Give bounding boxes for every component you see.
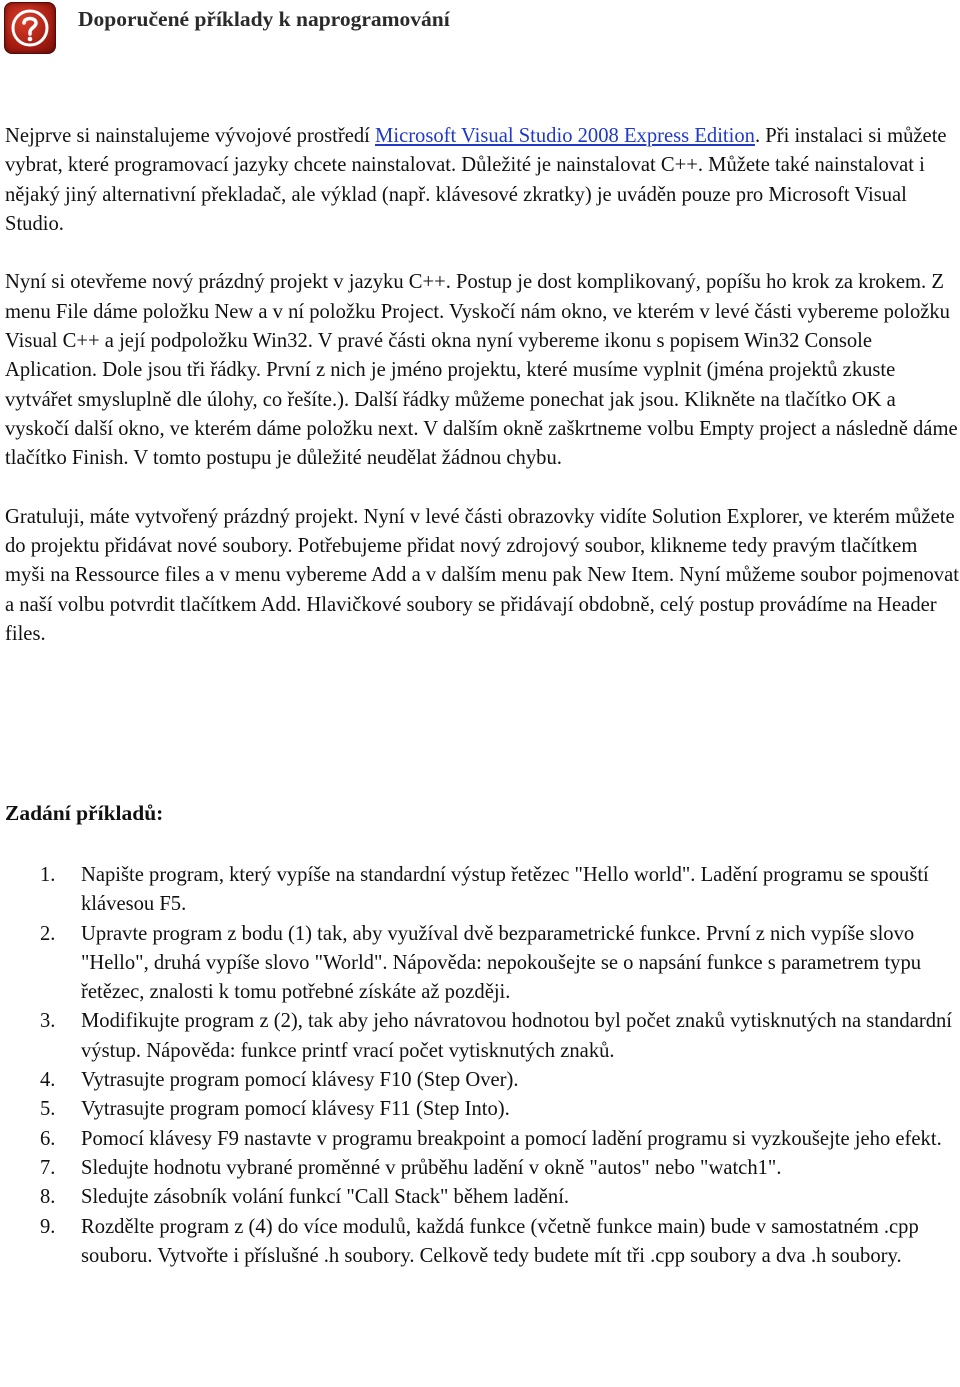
page-header	[4, 2, 450, 56]
list-item: 2. Upravte program z bodu (1) tak, aby využíval dvě bezparametrické funkce. První z nich vypíše slovo "Hello", druhá vypíše slovo "World". Nápověda: nepokoušejte se o napsání funkce s parametrem typu řetězec, znalosti k tomu potřebné získáte až později.	[40, 922, 922, 1004]
tasks-heading: Zadání příkladů:	[5, 801, 164, 825]
list-item: 1. Napište program, který vypíše na standardní výstup řetězec "Hello world". Ladění programu se spouští klávesou F5.	[40, 864, 929, 916]
list-item: 4. Vytrasujte program pomocí klávesy F10 (Step Over).	[40, 1069, 519, 1092]
intro-paragraph-add-files: Gratuluji, máte vytvořený prázdný projekt. Nyní v levé části obrazovky vidíte Solution Explorer, ve kterém můžete do projektu přidávat nové soubory. Potřebujeme přidat nový zdrojový soubor, klikneme tedy pravým tlačítkem myši na Ressource files a v menu vybereme Add a v dalším menu pak New Item. Nyní můžeme soubor pojmenovat a naší volbu potvrdit tlačítkem Add. Hlavičkové soubory se přidávají obdobně, celý postup provádíme na Header files.	[5, 505, 959, 646]
intro-section	[5, 122, 960, 679]
list-item: 5. Vytrasujte program pomocí klávesy F11 (Step Into).	[40, 1098, 510, 1121]
list-item: 7. Sledujte hodnotu vybrané proměnné v průběhu ladění v okně "autos" nebo "watch1".	[40, 1156, 782, 1179]
intro-paragraph-install: Nejprve si nainstalujeme vývojové prostředí Microsoft Visual Studio 2008 Express Edition. Při instalaci si můžete vybrat, které programovací jazyky chcete nainstalovat. Důležité je nainstalovat C++. Můžete také nainstalovat i nějaký jiný alternativní překladač, ale výklad (např. klávesové zkratky) je uváděn pouze pro Microsoft Visual Studio.	[5, 125, 947, 235]
visual-studio-link[interactable]: Microsoft Visual Studio 2008 Express Edition	[375, 125, 755, 147]
list-item: 8. Sledujte zásobník volání funkcí "Call Stack" během ladění.	[40, 1186, 570, 1209]
list-item: 3. Modifikujte program z (2), tak aby jeho návratovou hodnotou byl počet znaků vytisknutých na standardní výstup. Nápověda: funkce printf vrací počet vytisknutých znaků.	[40, 1010, 953, 1062]
intro-paragraph-new-project: Nyní si otevřeme nový prázdný projekt v jazyku C++. Postup je dost komplikovaný, popíšu ho krok za krokem. Z menu File dáme položku New a v ní položku Project. Vyskočí nám okno, ve kterém v levé části vybereme položku Visual C++ a její podpoložku Win32. V pravé části okna nyní vybereme ikonu s popisem Win32 Console Aplication. Dole jsou tři řádky. První z nich je jméno projektu, které musíme vyplnit (jména projektů zkuste vytvářet smysluplně dle úlohy, co řešíte.). Další řádky můžeme ponechat jak jsou. Klikněte na tlačítko OK a vyskočí další okno, ve kterém dáme položku next. V dalším okně zaškrtneme volbu Empty project a následně dáme tlačítko Finish. V tomto postupu je důležité neudělat žádnou chybu.	[5, 271, 958, 470]
page-title: Doporučené příklady k naprogramování	[78, 7, 450, 31]
list-item: 9. Rozdělte program z (4) do více modulů, každá funkce (včetně funkce main) bude v samostatném .cpp souboru. Vytvořte i příslušné .h soubory. Celkově tedy budete mít tři .cpp soubory a dva .h soubory.	[40, 1215, 919, 1267]
tasks-list	[0, 861, 955, 1271]
list-item: 6. Pomocí klávesy F9 nastavte v programu breakpoint a pomocí ladění programu si vyzkoušejte jeho efekt.	[40, 1127, 942, 1150]
question-mark-logo-icon	[4, 2, 56, 54]
